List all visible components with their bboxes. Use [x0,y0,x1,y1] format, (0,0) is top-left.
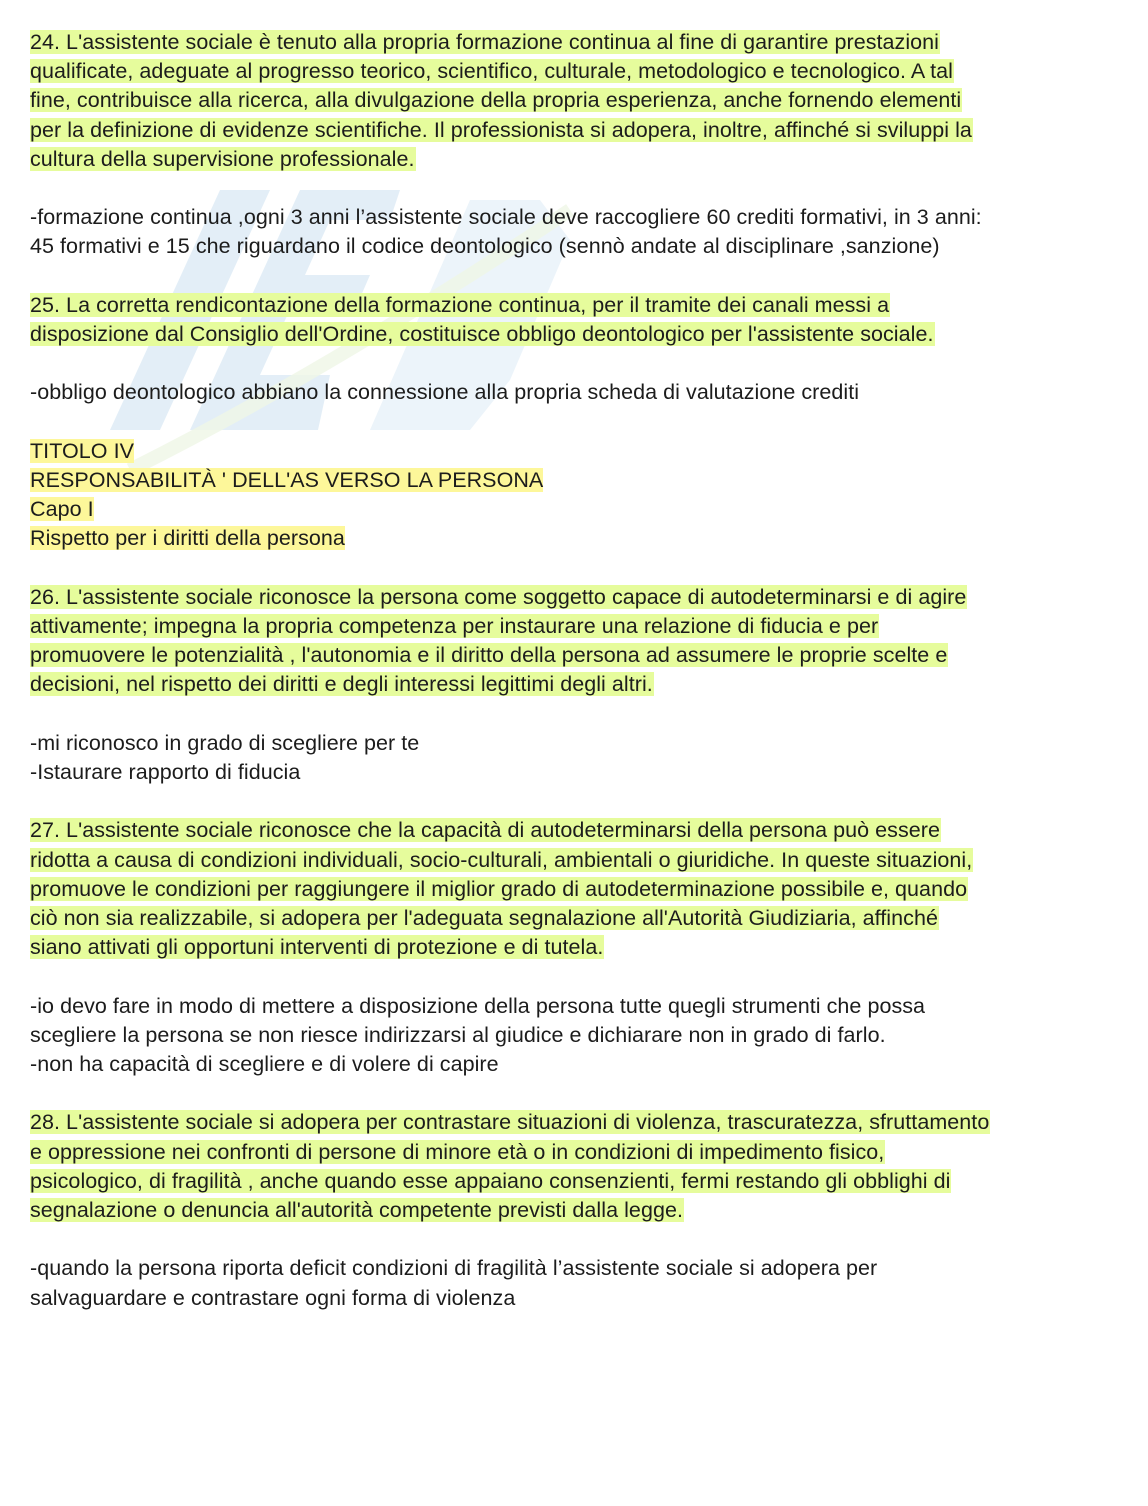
article-24-line: fine, contribuisce alla ricerca, alla divulgazione della propria esperienza, anche fornendo elementi [30,88,962,113]
note-27 [30,992,1126,1080]
article-27-line: siano attivati gli opportuni interventi di protezione e di tutela. [30,935,604,960]
article-26 [30,583,1126,700]
section-heading [30,437,1126,554]
article-24-line: 24. L'assistente sociale è tenuto alla propria formazione continua al fine di garantire prestazioni [30,30,940,54]
article-28-line: 28. L'assistente sociale si adopera per contrastare situazioni di violenza, trascuratezza, sfruttamento [30,1110,990,1135]
article-28-line: e oppressione nei confronti di persone di minore età o in condizioni di impedimento fisico, [30,1139,885,1164]
article-27-line: promuove le condizioni per raggiungere il miglior grado di autodeterminazione possibile e, quando [30,876,968,901]
note-26-line: -mi riconosco in grado di scegliere per te [30,730,420,755]
note-27-line: -non ha capacità di scegliere e di volere di capire [30,1051,499,1076]
article-25-line: 25. La corretta rendicontazione della formazione continua, per il tramite dei canali messi a [30,292,890,317]
heading-responsabilita: RESPONSABILITÀ ' DELL'AS VERSO LA PERSONA [30,467,544,492]
article-26-line: decisioni, nel rispetto dei diritti e degli interessi legittimi degli altri. [30,672,653,697]
note-25 [30,378,1126,407]
note-28-line: salvaguardare e contrastare ogni forma di violenza [30,1285,516,1310]
article-27-line: ridotta a causa di condizioni individuali, socio-culturali, ambientali o giuridiche. In queste situazioni, [30,847,973,872]
document-page [30,28,1126,1342]
article-25-line: disposizione dal Consiglio dell'Ordine, costituisce obbligo deontologico per l'assistente sociale. [30,322,934,346]
note-26 [30,729,1126,787]
heading-titolo: TITOLO IV [30,438,134,463]
article-26-line: promuovere le potenzialità , l'autonomia e il diritto della persona ad assumere le proprie scelte e [30,643,948,668]
article-26-line: attivamente; impegna la propria competenza per instaurare una relazione di fiducia e per [30,613,879,638]
article-26-line: 26. L'assistente sociale riconosce la persona come soggetto capace di autodeterminarsi e di agire [30,584,967,609]
note-24-line: 45 formativi e 15 che riguardano il codice deontologico (sennò andate al disciplinare ,sanzione) [30,234,940,259]
note-24-line: -formazione continua ,ogni 3 anni l’assistente sociale deve raccogliere 60 crediti formativi, in 3 anni: [30,205,982,230]
article-24-line: cultura della supervisione professionale. [30,146,415,171]
note-26-line: -Istaurare rapporto di fiducia [30,759,301,784]
article-28 [30,1108,1126,1225]
note-25-line: -obbligo deontologico abbiano la connessione alla propria scheda di valutazione crediti [30,380,860,405]
article-24-line: per la definizione di evidenze scientifiche. Il professionista si adopera, inoltre, affinché si sviluppi la [30,117,972,142]
note-27-line: -io devo fare in modo di mettere a disposizione della persona tutte quegli strumenti che possa [30,993,926,1018]
note-28-line: -quando la persona riporta deficit condizioni di fragilità l’assistente sociale si adopera per [30,1256,878,1281]
heading-capo: Capo I [30,497,94,522]
heading-rispetto: Rispetto per i diritti della persona [30,526,345,551]
article-28-line: segnalazione o denuncia all'autorità competente previsti dalla legge. [30,1197,683,1222]
article-27 [30,816,1126,962]
article-28-line: psicologico, di fragilità , anche quando esse appaiano consenzienti, fermi restando gli obblighi di [30,1168,951,1193]
article-25 [30,291,1126,349]
note-27-line: scegliere la persona se non riesce indirizzarsi al giudice e dichiarare non in grado di farlo. [30,1022,886,1047]
article-24-line: qualificate, adeguate al progresso teorico, scientifico, culturale, metodologico e tecnologico. A tal [30,59,953,84]
article-24 [30,28,1126,174]
article-27-line: ciò non sia realizzabile, si adopera per l'adeguata segnalazione all'Autorità Giudiziaria, affinché [30,905,938,930]
article-27-line: 27. L'assistente sociale riconosce che la capacità di autodeterminarsi della persona può essere [30,818,940,843]
note-24 [30,203,1126,261]
note-28 [30,1254,1126,1312]
